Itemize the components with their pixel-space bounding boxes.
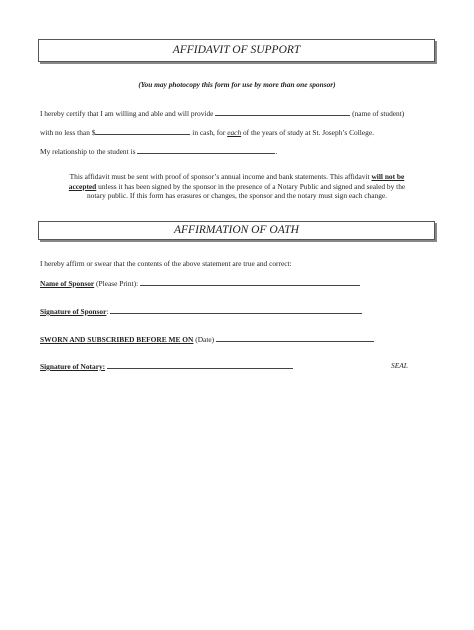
- amount-prefix: with no less than $: [40, 128, 96, 137]
- notice-will-not-be: will not be: [371, 172, 405, 181]
- amount-mid2: of the years of study at St. Joseph’s College.: [241, 128, 374, 137]
- sworn-line: [40, 334, 374, 344]
- relationship-field[interactable]: [137, 146, 278, 156]
- sponsor-name-hint: (Please Print):: [94, 279, 139, 288]
- sponsor-name-field[interactable]: [140, 278, 360, 286]
- student-name-field[interactable]: [215, 108, 350, 116]
- sponsor-signature-label: Signature of Sponsor: [40, 307, 107, 316]
- amount-each: each: [227, 128, 242, 137]
- sponsor-signature-line: [40, 306, 362, 316]
- notice-part3: notary public. If this form has erasures or changes, the sponsor and the notary must sign each change.: [86, 191, 388, 201]
- sworn-date-field[interactable]: [216, 334, 374, 342]
- notary-signature-field[interactable]: [107, 361, 293, 369]
- relationship-line: [40, 146, 277, 156]
- notice-paragraph: [40, 172, 434, 201]
- sponsor-signature-colon: :: [106, 307, 109, 316]
- certify-prefix: I hereby certify that I am willing and able and will provide: [40, 109, 214, 118]
- sworn-label: SWORN AND SUBSCRIBED BEFORE ME ON: [40, 335, 194, 344]
- certify-suffix: (name of student): [352, 109, 405, 118]
- notice-accepted: accepted: [68, 181, 97, 191]
- affidavit-title-text: AFFIDAVIT OF SUPPORT: [172, 44, 301, 56]
- oath-statement: I hereby affirm or swear that the contents of the above statement are true and correct:: [40, 259, 292, 268]
- photocopy-note: (You may photocopy this form for use by more than one sponsor): [138, 80, 336, 89]
- relationship-suffix: .: [275, 147, 278, 156]
- notice-part1: This affidavit must be sent with proof of sponsor’s annual income and bank statements. This affidavit: [69, 172, 372, 181]
- affidavit-title: [38, 39, 435, 62]
- amount-field[interactable]: [95, 127, 190, 135]
- amount-mid1: in cash, for: [190, 128, 228, 137]
- seal-label: SEAL: [391, 361, 408, 370]
- sponsor-name-label: Name of Sponsor: [40, 279, 95, 288]
- certify-line: [40, 108, 404, 118]
- sponsor-signature-field[interactable]: [110, 306, 362, 314]
- oath-title-text: AFFIRMATION OF OATH: [174, 224, 299, 236]
- notary-signature-label: Signature of Notary:: [40, 362, 106, 371]
- sworn-hint: (Date): [193, 335, 215, 344]
- oath-title: [38, 221, 435, 240]
- notice-part2: unless it has been signed by the sponsor in the presence of a Notary Public and signed and sealed by the: [96, 181, 406, 191]
- relationship-prefix: My relationship to the student is: [40, 147, 136, 156]
- amount-line: [40, 127, 374, 137]
- notary-signature-line: [40, 361, 293, 371]
- sponsor-name-line: [40, 278, 360, 288]
